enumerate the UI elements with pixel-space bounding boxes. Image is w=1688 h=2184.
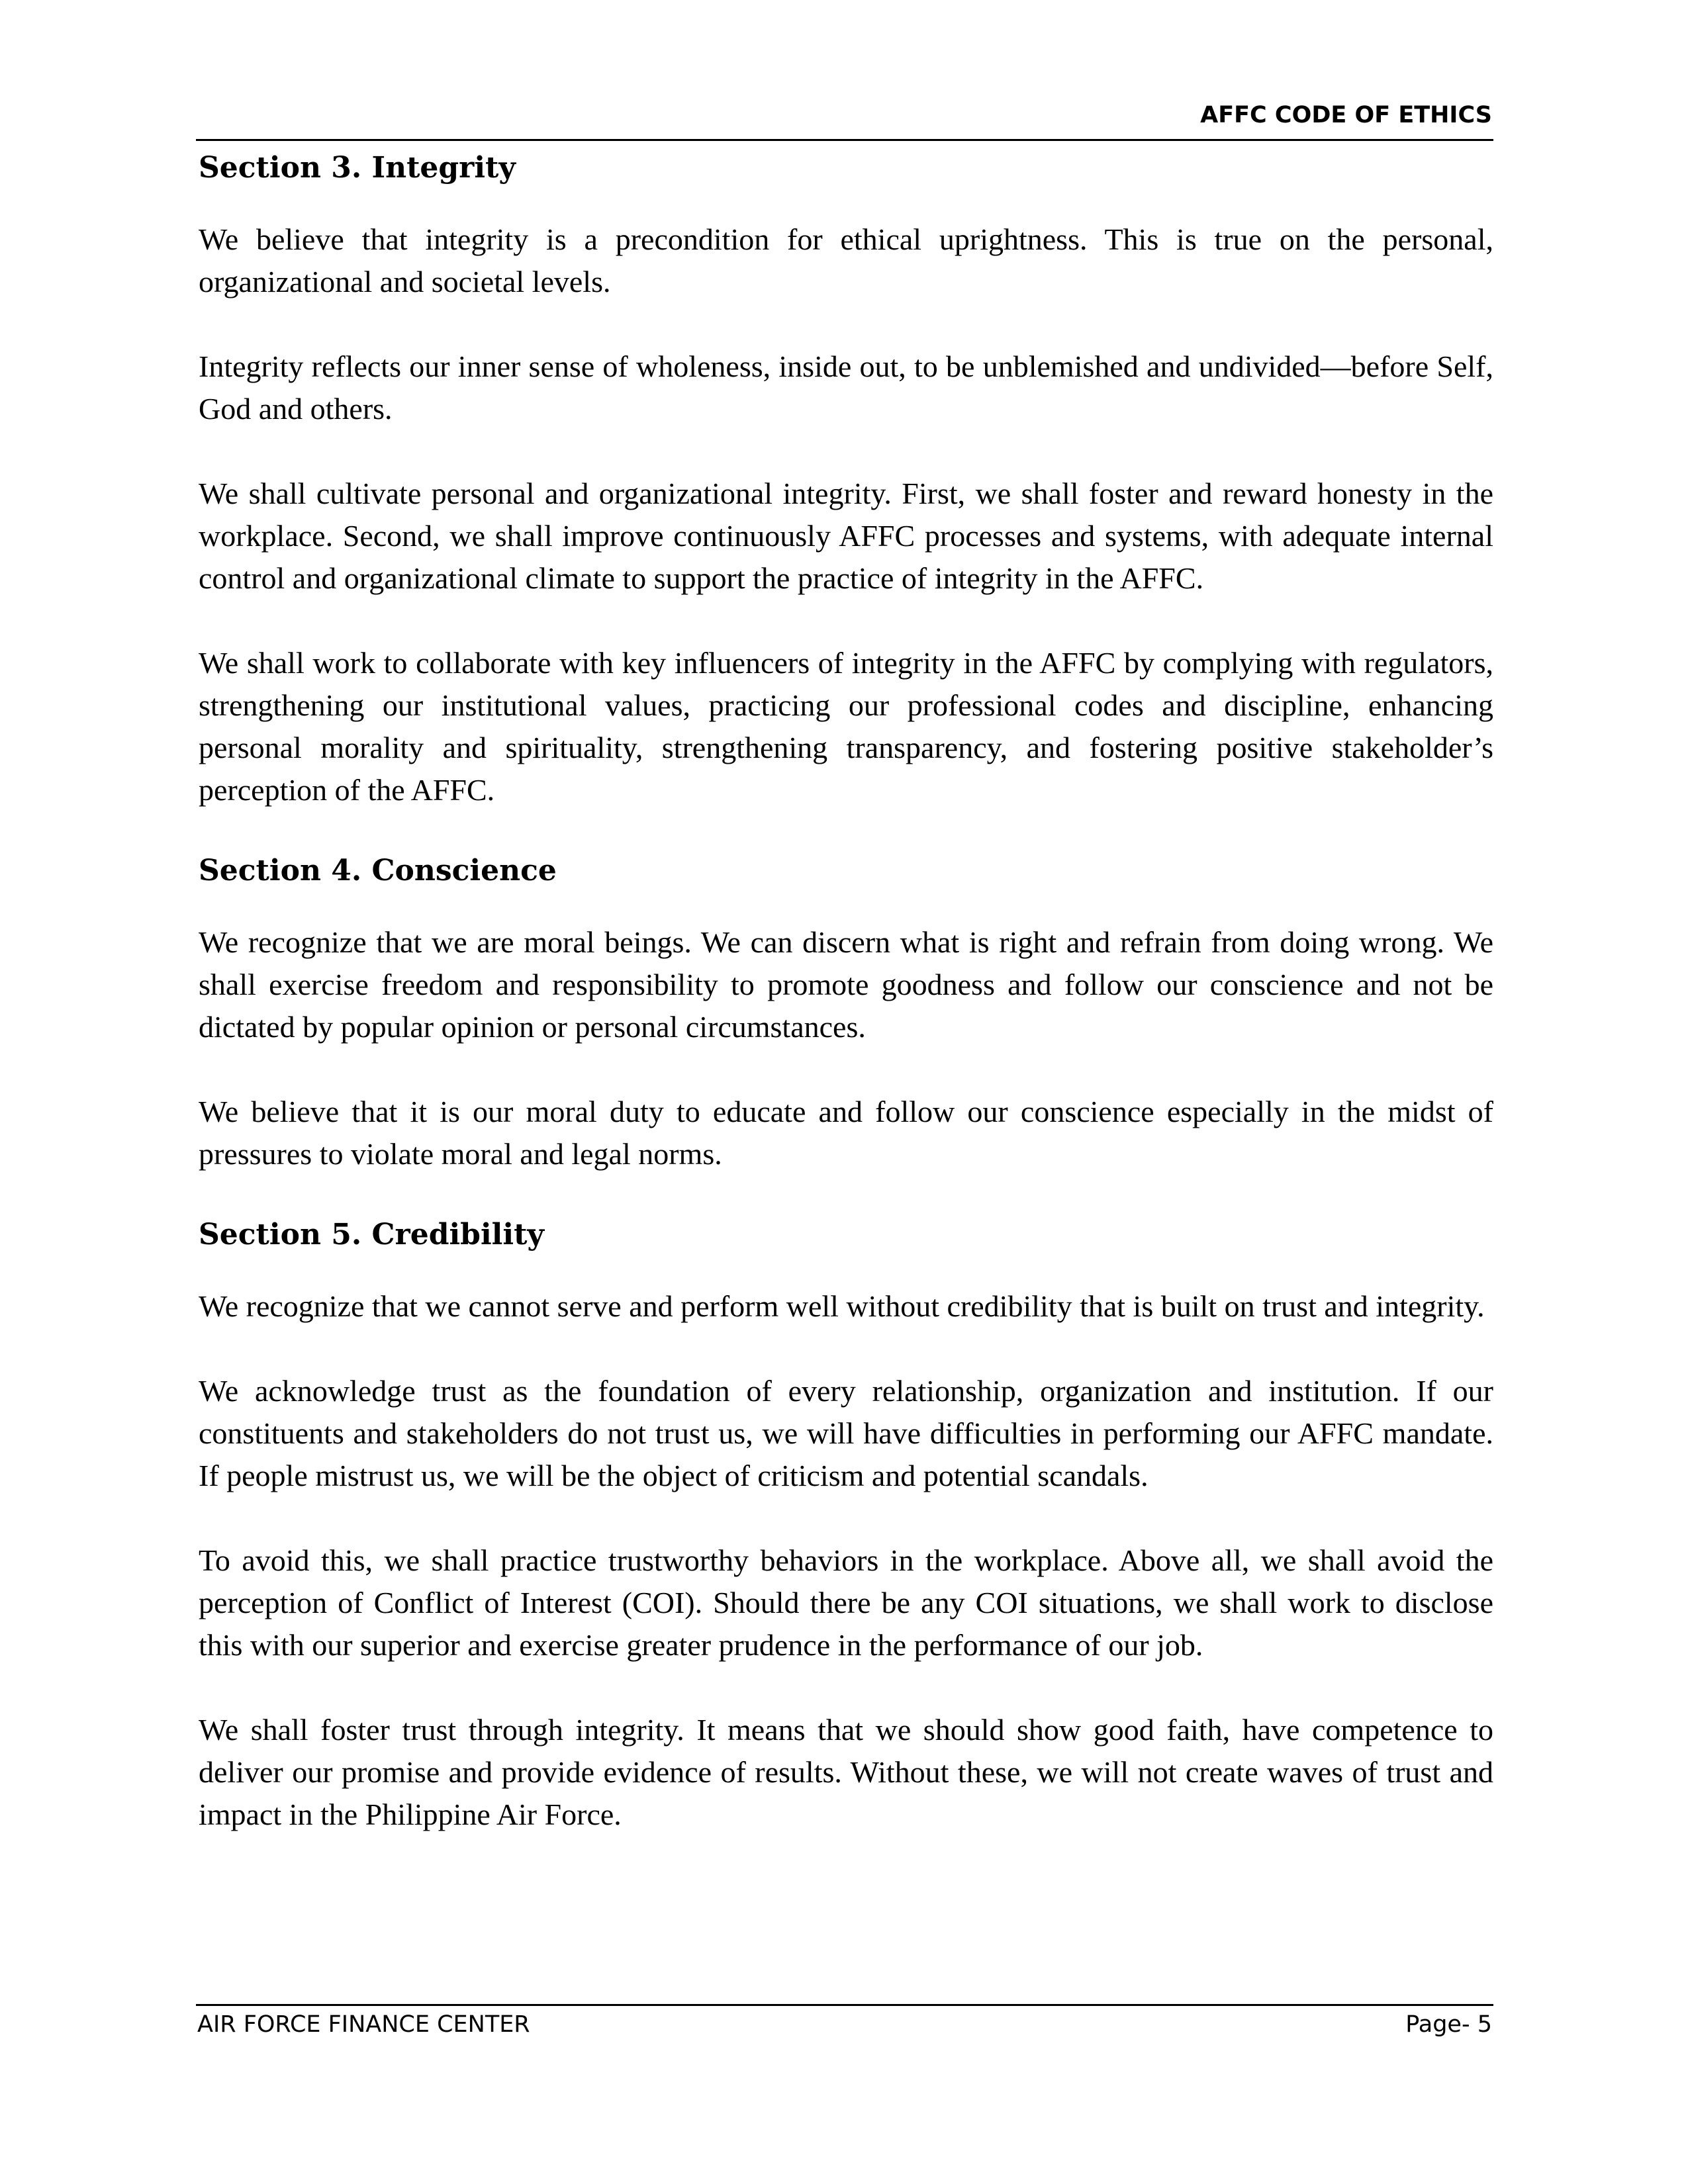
section-integrity	[199, 147, 1493, 811]
section-conscience	[199, 850, 1493, 1175]
paragraph: We believe that it is our moral duty to educate and follow our conscience especially in the midst of pressures to violate moral and legal norms.	[199, 1095, 1493, 1171]
section-heading: Section 5. Credibility	[199, 1218, 544, 1251]
paragraph: Integrity reflects our inner sense of wholeness, inside out, to be unblemished and undivided—before Self, God and others.	[199, 349, 1493, 426]
paragraph: We shall cultivate personal and organizational integrity. First, we shall foster and reward honesty in the workplace. Second, we shall improve continuously AFFC processes and systems, with adequate internal control and organizational climate to support the practice of integrity in the AFFC.	[199, 477, 1493, 595]
paragraph: To avoid this, we shall practice trustworthy behaviors in the workplace. Above all, we shall avoid the perception of Conflict of Interest (COI). Should there be any COI situations, we shall work to disclose this with our superior and exercise greater prudence in the performance of our job.	[199, 1543, 1493, 1662]
paragraph: We shall foster trust through integrity. It means that we should show good faith, have competence to deliver our promise and provide evidence of results. Without these, we will not create waves of trust and impact in the Philippine Air Force.	[199, 1713, 1493, 1831]
paragraph: We recognize that we cannot serve and perform well without credibility that is built on trust and integrity.	[199, 1289, 1485, 1323]
section-heading: Section 3. Integrity	[199, 151, 516, 185]
page-header	[196, 101, 1493, 141]
document-title: AFFC CODE OF ETHICS	[1200, 102, 1492, 128]
organization-name: AIR FORCE FINANCE CENTER	[197, 2011, 530, 2038]
paragraph: We acknowledge trust as the foundation of every relationship, organization and institution. If our constituents and stakeholders do not trust us, we will have difficulties in performing our AFFC mandate. If people mistrust us, we will be the object of criticism and potential scandals.	[199, 1374, 1493, 1492]
page-footer	[196, 2004, 1493, 2046]
section-heading: Section 4. Conscience	[199, 854, 557, 887]
paragraph: We recognize that we are moral beings. We can discern what is right and refrain from doing wrong. We shall exercise freedom and responsibility to promote goodness and follow our conscience and not be dictated by popular opinion or personal circumstances.	[199, 925, 1493, 1044]
page-number: Page- 5	[1405, 2011, 1492, 2038]
paragraph: We shall work to collaborate with key influencers of integrity in the AFFC by complying with regulators, strengthening our institutional values, practicing our professional codes and discipline, enhancing personal morality and spirituality, strengthening transparency, and fostering positive stakeholder’s perception of the AFFC.	[199, 646, 1493, 807]
document-body	[199, 147, 1493, 1878]
paragraph: We believe that integrity is a precondition for ethical uprightness. This is true on the personal, organizational and societal levels.	[199, 222, 1493, 298]
section-credibility	[199, 1214, 1493, 1836]
